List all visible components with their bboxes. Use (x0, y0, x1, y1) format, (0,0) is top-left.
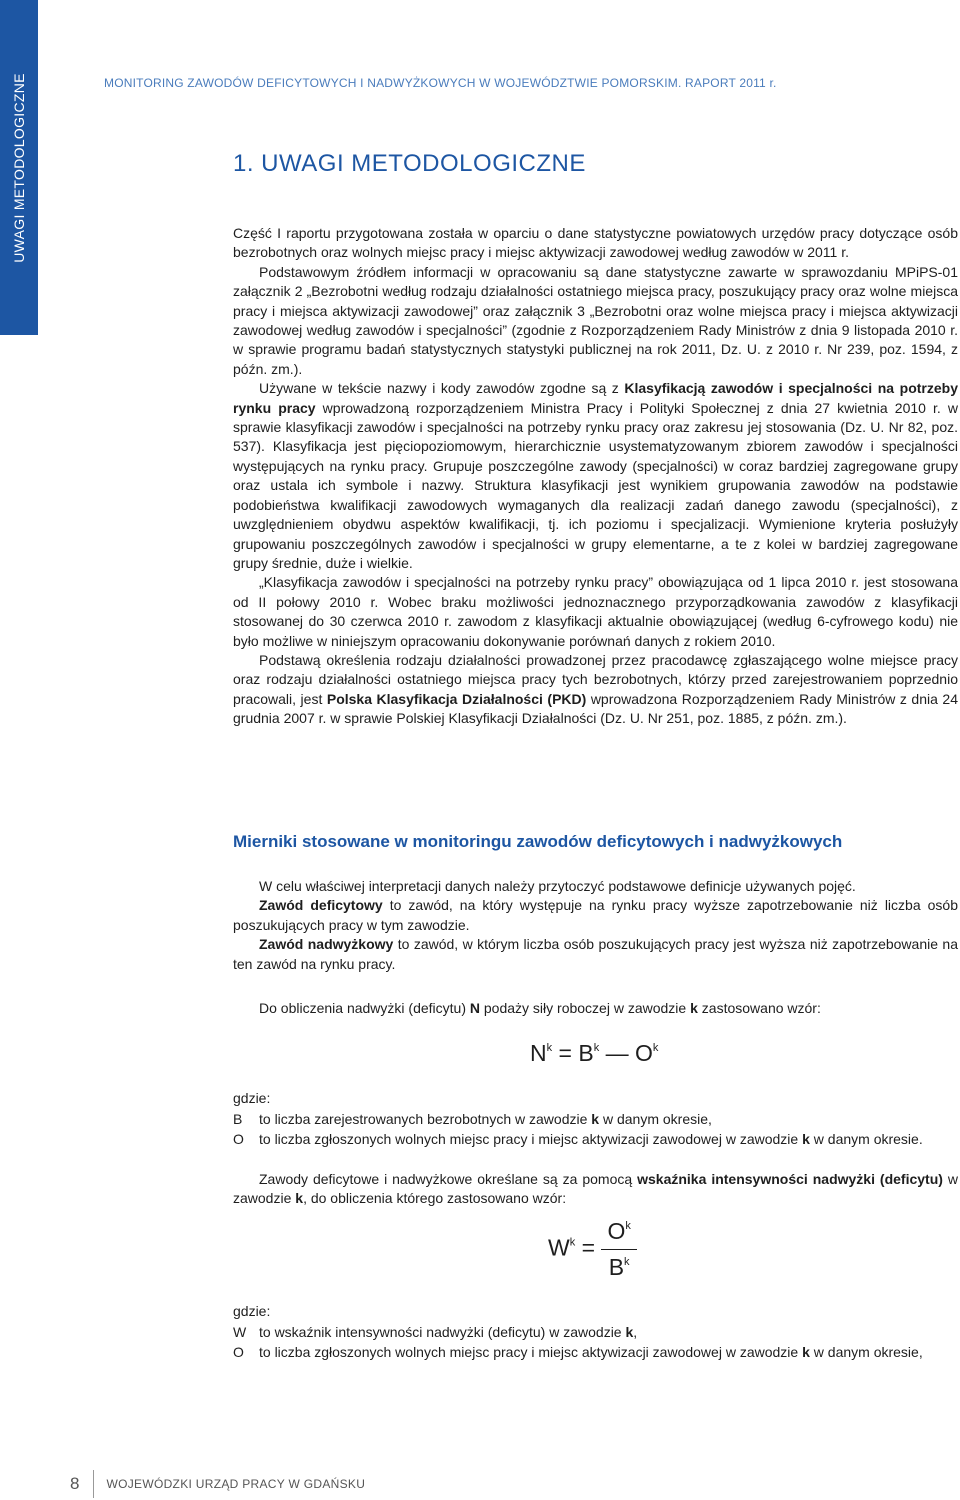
definitions-section (233, 877, 958, 974)
page-footer (70, 1468, 365, 1500)
running-head: MONITORING ZAWODÓW DEFICYTOWYCH I NADWYŻKOWYCH W WOJEWÓDZTWIE POMORSKIM. RAPORT 2011 r. (104, 76, 777, 90)
formula1-intro: Do obliczenia nadwyżki (deficytu) N podaży siły roboczej w zawodzie k zastosowano wzór: (259, 1000, 821, 1016)
where-label-1: gdzie: (233, 1090, 271, 1106)
formula-intensity: $W^k$ = $\frac{O^k}{B^k}$ (548, 1218, 637, 1281)
definition-surplus: Zawód nadwyżkowy to zawód, w którym liczba osób poszukujących pracy jest wyższa niż zapotrzebowanie na ten zawód na rynku pracy. (233, 936, 958, 972)
def-O-1: O to liczba zgłoszonych wolnych miejsc pracy i miejsc aktywizacji zawodowej w zawodzie k w danym okresie. (233, 1131, 923, 1147)
definitions-intro: W celu właściwej interpretacji danych należy przytoczyć podstawowe definicje używanych pojęć. (259, 878, 856, 894)
def-W: W to wskaźnik intensywności nadwyżki (deficytu) w zawodzie k, (233, 1324, 638, 1340)
def-O-2: O to liczba zgłoszonych wolnych miejsc pracy i miejsc aktywizacji zawodowej w zawodzie k w danym okresie, (233, 1344, 923, 1360)
paragraph-5: Podstawą określenia rodzaju działalności prowadzonej przez pracodawcę zgłaszającego wolne miejsce pracy oraz rodzaju działalności ostatniego miejsca pracy tych bezrobotnych, którzy przed zarejestrowaniem poprzednio pracowali, jest Polska Klasyfikacja Działalności (PKD) wprowadzona Rozporządzeniem Rady Ministrów z dnia 24 grudnia 2007 r. w sprawie Polskiej Klasyfikacji Działalności (Dz. U. Nr 251, poz. 1885, z późn. zm.). (233, 651, 958, 727)
formula-surplus: $N^k = B^k$ — $O^k$ (530, 1040, 659, 1066)
footer-divider (93, 1470, 94, 1498)
klasyfikacja-zawodow-bold: Klasyfikacją zawodów i specjalności na potrzeby rynku pracy (233, 380, 958, 416)
formula2-intro: Zawody deficytowe i nadwyżkowe określane są za pomocą wskaźnika intensywności nadwyżki (deficytu) w zawodzie k, do obliczenia którego zastosowano wzór: (233, 1171, 958, 1207)
where-label-2: gdzie: (233, 1303, 271, 1319)
paragraph-4: „Klasyfikacja zawodów i specjalności na potrzeby rynku pracy” obowiązująca od 1 lipca 2010 r. jest stosowana od II połowy 2010 r. Wobec braku możliwości jednoznacznego przyporządkowania zawodów z klasyfikacji stosowanej do 30 czerwca 2010 r. zawodom z klasyfikacji aktualnie obowiązującej (według 6-cyfrowego kodu) nie było możliwe w niniejszym opracowaniu dokonywanie porównań danych z rokiem 2010. (233, 574, 958, 649)
definition-deficit: Zawód deficytowy to zawód, na który występuje na rynku pracy wyższe zapotrzebowanie niż liczba osób poszukujących pracy w tym zawodzie. (233, 897, 958, 933)
section-subheading: Mierniki stosowane w monitoringu zawodów deficytowych i nadwyżkowych (233, 832, 843, 851)
def-B: B to liczba zarejestrowanych bezrobotnych w zawodzie k w danym okresie, (233, 1111, 712, 1127)
page-number: 8 (70, 1474, 80, 1493)
paragraph-3: Używane w tekście nazwy i kody zawodów zgodne są z Klasyfikacją zawodów i specjalności na potrzeby rynku pracy wprowadzoną rozporządzeniem Ministra Pracy i Polityki Społecznej z dnia 27 kwietnia 2010 r. w sprawie klasyfikacji zawodów i specjalności na potrzeby rynku pracy oraz zakresu jej stosowania (Dz. U. Nr 82, poz. 537). Klasyfikacja jest pięciopoziomowym, hierarchicznie usystematyzowanym zbiorem zawodów i specjalności występujących na rynku pracy. Grupuje poszczególne zawody (specjalności) w coraz bardziej zagregowane grupy oraz ustala ich symbole i nazwy. Struktura klasyfikacji jest wynikiem grupowania zawodów na podstawie podobieństwa kwalifikacji zawodowych wymaganych dla realizacji zadań danego zawodu (specjalności), z uwzględnieniem obydwu aspektów kwalifikacji, tj. ich poziomu i specjalizacji. Wymienione kryteria posłużyły grupowaniu poszczególnych zawodów i specjalności w grupy elementarne, a te z kolei w bardziej zagregowane grupy średnie, duże i wielkie. (233, 380, 958, 571)
fraction: $\frac{O^k}{B^k}$ (601, 1218, 636, 1281)
side-tab-label: UWAGI METODOLOGICZNE (11, 72, 27, 263)
paragraph-2: Podstawowym źródłem informacji w opracowaniu są dane statystyczne zawarte w sprawozdaniu MPiPS-01 załącznik 2 „Bezrobotni według rodzaju działalności ostatniego miejsca pracy, poszukujący pracy oraz wolne miejsca pracy i miejsca aktywizacji zawodowej” oraz załącznik 3 „Bezrobotni oraz wolne miejsca pracy i miejsca aktywizacji zawodowej według zawodów i specjalności” (zgodnie z Rozporządzeniem Rady Ministrów z dnia 9 listopada 2010 r. w sprawie programu badań statystycznych statystyki publicznej na rok 2011, Dz. U. z 2010 r. Nr 239, poz. 1594, z późn. zm.). (233, 263, 958, 377)
chapter-title: 1. UWAGI METODOLOGICZNE (233, 150, 586, 177)
side-tab (0, 0, 38, 335)
pkd-bold: Polska Klasyfikacja Działalności (PKD) (326, 690, 587, 707)
intro-section (233, 224, 958, 729)
paragraph-1: Część I raportu przygotowana została w oparciu o dane statystyczne powiatowych urzędów pracy dotyczące osób bezrobotnych oraz wolnych miejsc pracy i miejsc aktywizacji zawodowej według zawodów w 2011 r. (233, 225, 958, 261)
institution-name: WOJEWÓDZKI URZĄD PRACY W GDAŃSKU (106, 1477, 366, 1491)
